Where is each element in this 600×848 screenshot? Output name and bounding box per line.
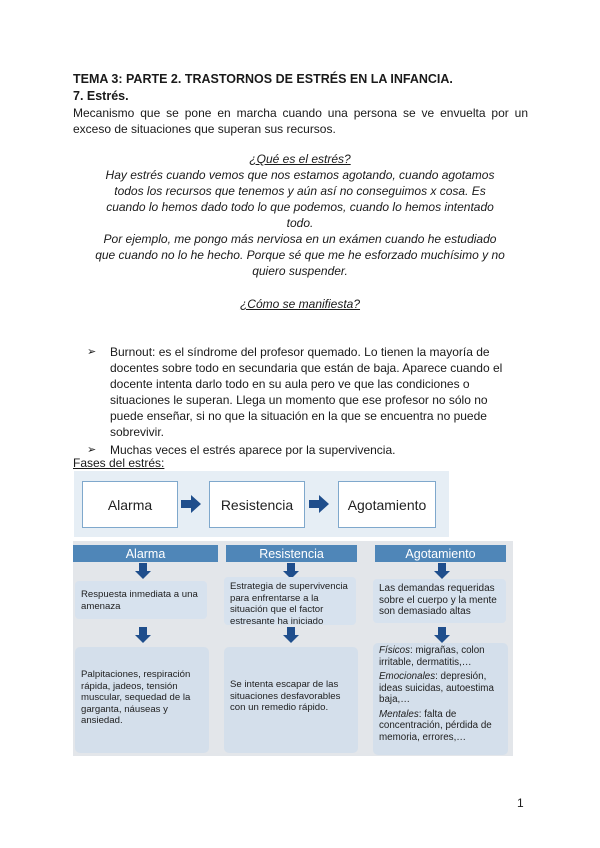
card-text: Estrategia de supervivencia para enfrentarse a la situación que el factor estresante ha iniciado [230,581,348,627]
phases-process-diagram [74,471,449,537]
effect-mental: Mentales: falta de concentración, pérdida de memoria, errores,… [379,708,492,743]
card-text: Respuesta inmediata a una amenaza [81,589,198,612]
answer-example-text: Por ejemplo, me pongo más nerviosa en un exámen cuando he estudiado que cuando no lo he hecho. Porque sé que me he esforzado muchísimo y no quiero suspender. [95,232,505,278]
down-arrow-icon [135,563,151,579]
card-text: Palpitaciones, respiración rápida, jadeos, tensión muscular, sequedad de la garganta, náuseas y ansiedad. [81,669,191,726]
bullet-text: Burnout: es el síndrome del profesor quemado. Lo tienen la mayoría de docentes sobre todo en secundaria que están de baja. Aparece cuando el docente intenta darlo todo en su aula pero ve que las condiciones o situaciones le superan. Llega un momento que ese profesor no sólo no puede enseñar, si no que la situación en la que se encuentra no puede sobrevivir. [110,345,503,439]
effect-emotional: Emocionales: depresión, ideas suicidas, autoestima baja,… [379,671,494,705]
phases-detail-diagram [73,541,513,756]
resistencia-card-summary [224,577,356,625]
process-step-agotamiento: Agotamiento [338,481,436,528]
agotamiento-card-summary [373,579,506,623]
bullet-list [87,344,517,460]
answer-paragraph [95,167,505,279]
document-title: TEMA 3: PARTE 2. TRASTORNOS DE ESTRÉS EN LA INFANCIA. [73,72,453,86]
agotamiento-card-effects [373,643,508,755]
alarma-card-symptoms [75,647,209,753]
down-arrow-icon [283,627,299,643]
list-item [87,344,517,440]
arrow-bullet-icon: ➢ [87,444,97,456]
section-heading: 7. Estrés. [73,89,129,103]
alarma-card-summary [75,581,207,619]
down-arrow-icon [434,563,450,579]
down-arrow-icon [135,627,151,643]
column-header-resistencia: Resistencia [226,545,357,562]
answer-text: Hay estrés cuando vemos que nos estamos agotando, cuando agotamos todos los recursos que tenemos y aún así no conseguimos x cosa. Es cuando lo hemos dado todo lo que podemos, cuando lo hemos intentado todo. [105,168,495,230]
resistencia-card-detail [224,647,358,753]
card-text: Se intenta escapar de las situaciones desfavorables con un remedio rápido. [230,679,341,713]
effect-physical: Físicos: migrañas, colon irritable, dermatitis,… [379,645,485,668]
question-what-is-stress: ¿Qué es el estrés? [249,152,351,166]
column-header-alarma: Alarma [73,545,218,562]
arrow-bullet-icon: ➢ [87,346,97,358]
column-header-agotamiento: Agotamiento [375,545,506,562]
bullet-text: Muchas veces el estrés aparece por la supervivencia. [110,443,396,457]
process-step-resistencia: Resistencia [209,481,305,528]
phases-label: Fases del estrés: [73,456,165,470]
page-number: 1 [517,796,524,810]
process-step-alarma: Alarma [82,481,178,528]
right-arrow-icon [181,495,201,513]
definition-paragraph: Mecanismo que se pone en marcha cuando una persona se ve envuelta por un exceso de situaciones que superan sus recursos. [73,106,528,136]
card-text: Las demandas requeridas sobre el cuerpo y la mente son demasiado altas [379,583,497,617]
question-how-manifests: ¿Cómo se manifiesta? [239,297,361,311]
down-arrow-icon [434,627,450,643]
right-arrow-icon [309,495,329,513]
